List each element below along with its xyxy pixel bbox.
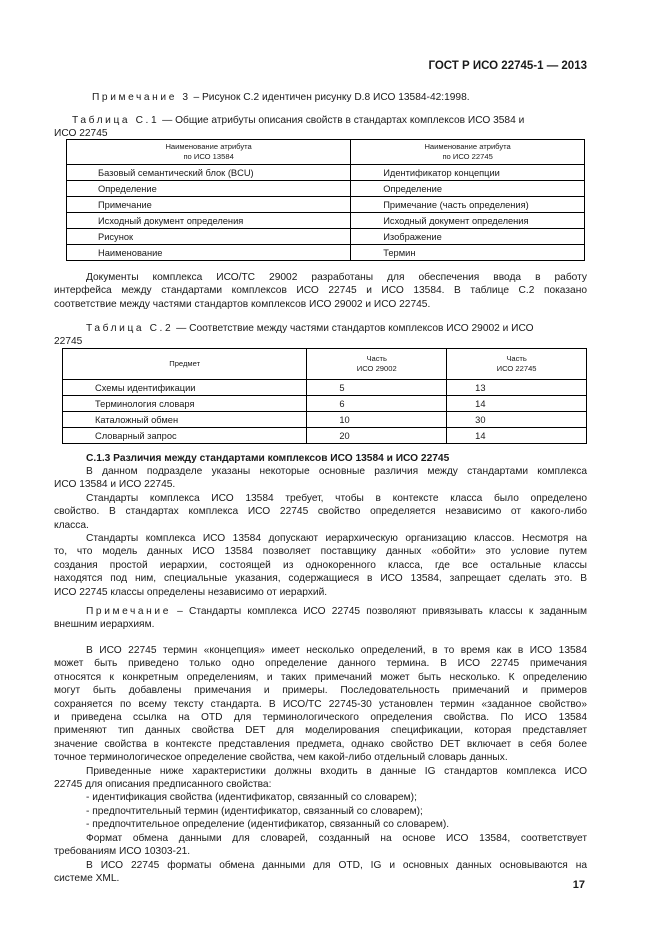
table1-cell: Базовый семантический блок (BCU) <box>67 165 351 181</box>
table2-header-cell <box>63 349 307 380</box>
note-label: Примечание <box>86 606 171 617</box>
table2-caption <box>86 322 596 335</box>
note-text-cont: внешним иерархиям. <box>54 619 155 631</box>
table2-cell: 5 <box>307 380 447 396</box>
text-line: точное терминологическое определение свойства, чем какой-либо отдельный словарь данных. <box>54 752 508 764</box>
table1-caption-text: — Общие атрибуты описания свойств в стандартах комплексов ИСО 3584 и <box>162 115 525 126</box>
table2-caption-text: — Соответствие между частями стандартов комплексов ИСО 29002 и ИСО <box>176 323 534 334</box>
text-line: Стандарты комплекса ИСО 13584 требует, чтобы в контексте класса было определено <box>86 492 587 504</box>
note-block <box>54 605 587 632</box>
section-title: С.1.3 Различия между стандартами комплексов ИСО 13584 и ИСО 22745 <box>86 453 450 464</box>
text-line: ИСО 13584 и ИСО 22745. <box>54 479 176 491</box>
table2-header-line: ИСО 22745 <box>496 364 537 373</box>
text-line: 22745 для описания предписанного свойства: <box>54 779 272 791</box>
note-3-text: – Рисунок С.2 идентичен рисунку D.8 ИСО 13584-42:1998. <box>193 92 470 103</box>
table1-cell: Термин <box>351 245 585 261</box>
table-row <box>63 380 587 396</box>
text-line: Документы комплекса ИСО/ТС 29002 разработаны для обеспечения ввода в работу <box>86 272 587 283</box>
text-line: класса. <box>54 519 89 531</box>
table2-header-cell <box>447 349 587 380</box>
text-line: соответствие между частями стандартов комплексов ИСО 29002 и ИСО 22745. <box>54 298 431 310</box>
table1-caption-cont: ИСО 22745 <box>54 128 108 139</box>
table1-cell: Определение <box>67 181 351 197</box>
text-line: значение свойства в контексте представления предмета, однако свойство DET включает в себя более <box>54 738 587 750</box>
table-row <box>67 229 585 245</box>
text-line: создания простой иерархии, состоящей из однокоренного класса, где все остальные классы <box>54 559 587 571</box>
table-row <box>67 213 585 229</box>
text-line: интерфейса между стандартами комплексов ИСО 22745 и ИСО 13584. В таблице С.2 показано <box>54 285 587 297</box>
paragraph-c2-intro <box>54 271 587 311</box>
text-line: - предпочтительный термин (идентификатор, связанный со словарем); <box>86 805 423 817</box>
table2-header-line: Предмет <box>169 359 201 368</box>
text-line: В ИСО 22745 термин «концепция» имеет несколько определений, в то время как в ИСО 13584 <box>86 645 587 656</box>
text-line: может быть приведено только одно определение данного термина. В ИСО 22745 примечания <box>54 658 587 670</box>
text-line: и приведена ссылка на OTD для терминологического определения свойства. По ИСО 13584 <box>54 712 587 724</box>
text-line: Приведенные ниже характеристики должны входить в данные IG стандартов комплекса ИСО <box>86 765 587 777</box>
table2-cell: Словарный запрос <box>63 428 307 444</box>
table2-cell: 14 <box>447 428 587 444</box>
table2-cell: Терминология словаря <box>63 396 307 412</box>
table2-header-line: ИСО 29002 <box>356 364 397 373</box>
document-header: ГОСТ Р ИСО 22745-1 — 2013 <box>428 60 587 72</box>
table1-header-cell <box>67 140 351 165</box>
table1-header-line: Наименование атрибута <box>424 142 511 151</box>
table2-caption-cont: 22745 <box>54 336 83 347</box>
note-3 <box>92 91 470 104</box>
table2-header-line: Часть <box>366 354 387 363</box>
table1-cell: Примечание (часть определения) <box>351 197 585 213</box>
table-row <box>67 165 585 181</box>
text-line: сохраняется по всему тексту стандарта. В ИСО/ТС 22745-30 установлен термин «заданное свойство» <box>54 698 587 710</box>
text-line: ИСО 22745 классы определены независимо от иерархий. <box>54 586 328 598</box>
text-line: системе XML. <box>54 872 120 884</box>
table1-caption <box>72 114 592 127</box>
table2-cell: 20 <box>307 428 447 444</box>
section-body-a <box>54 465 587 599</box>
text-line: находятся под ним, специальные указания, содержащиеся в ИСО 13584, запрещает сделать это. В <box>54 573 587 585</box>
text-line: Формат обмена данными для словарей, созданный на основе ИСО 13584, соответствует <box>86 832 587 844</box>
table1-cell: Исходный документ определения <box>351 213 585 229</box>
table1-caption-label: Таблица С.1 <box>72 115 160 126</box>
table1-cell: Идентификатор концепции <box>351 165 585 181</box>
table-row <box>63 412 587 428</box>
table1-header-cell <box>351 140 585 165</box>
text-line: применяют тип данных свойства DET для моделирования спецификации, которая представляет <box>54 725 587 737</box>
table1-cell: Рисунок <box>67 229 351 245</box>
text-line: - идентификация свойства (идентификатор, связанный со словарем); <box>86 792 417 804</box>
table1-cell: Наименование <box>67 245 351 261</box>
table2-cell: Каталожный обмен <box>63 412 307 428</box>
text-line: относятся к конкретным определениям, и таких примечаний может быть несколько. К определению <box>54 671 587 683</box>
text-line: могут быть добавлены примечания и примеры. Последовательность примечаний и примеров <box>54 685 587 697</box>
table2-cell: 30 <box>447 412 587 428</box>
note-3-label: Примечание 3 <box>92 92 191 103</box>
text-line: В ИСО 22745 форматы обмена данными для OTD, IG и основных данных основываются на <box>86 859 587 871</box>
table1-cell: Определение <box>351 181 585 197</box>
table2-header-cell <box>307 349 447 380</box>
table2-header-line: Часть <box>506 354 527 363</box>
table1-header-line: по ИСО 22745 <box>442 152 493 161</box>
table2-cell: Схемы идентификации <box>63 380 307 396</box>
table2-caption-label: Таблица С.2 <box>86 323 174 334</box>
table1-cell: Примечание <box>67 197 351 213</box>
section-body-b <box>54 644 587 885</box>
table-row <box>67 197 585 213</box>
note-text: – Стандарты комплекса ИСО 22745 позволяют привязывать классы к заданным <box>177 606 587 617</box>
text-line: Стандарты комплекса ИСО 13584 допускают иерархическую организацию классов. Несмотря на <box>86 533 587 545</box>
table-row <box>63 396 587 412</box>
table-2 <box>62 348 587 444</box>
page-number: 17 <box>572 879 585 891</box>
text-line: то, что модель данных ИСО 13584 позволяет поставщику данных «обойти» это условие путем <box>54 546 587 558</box>
table2-cell: 14 <box>447 396 587 412</box>
table2-cell: 13 <box>447 380 587 396</box>
table2-cell: 10 <box>307 412 447 428</box>
text-line: В данном подразделе указаны некоторые основные различия между стандартами комплекса <box>86 466 587 477</box>
table1-header-line: по ИСО 13584 <box>183 152 234 161</box>
table-row <box>67 245 585 261</box>
table1-cell: Исходный документ определения <box>67 213 351 229</box>
table-row <box>67 181 585 197</box>
table-row <box>63 428 587 444</box>
table2-cell: 6 <box>307 396 447 412</box>
table1-header-line: Наименование атрибута <box>165 142 252 151</box>
text-line: - предпочтительное определение (идентификатор, связанный со словарем). <box>86 819 450 831</box>
text-line: свойство. В стандартах комплекса ИСО 22745 свойство определяется независимо от какого-либо <box>54 506 587 518</box>
text-line: требованиям ИСО 10303-21. <box>54 846 191 858</box>
table1-cell: Изображение <box>351 229 585 245</box>
table-1 <box>66 139 585 261</box>
